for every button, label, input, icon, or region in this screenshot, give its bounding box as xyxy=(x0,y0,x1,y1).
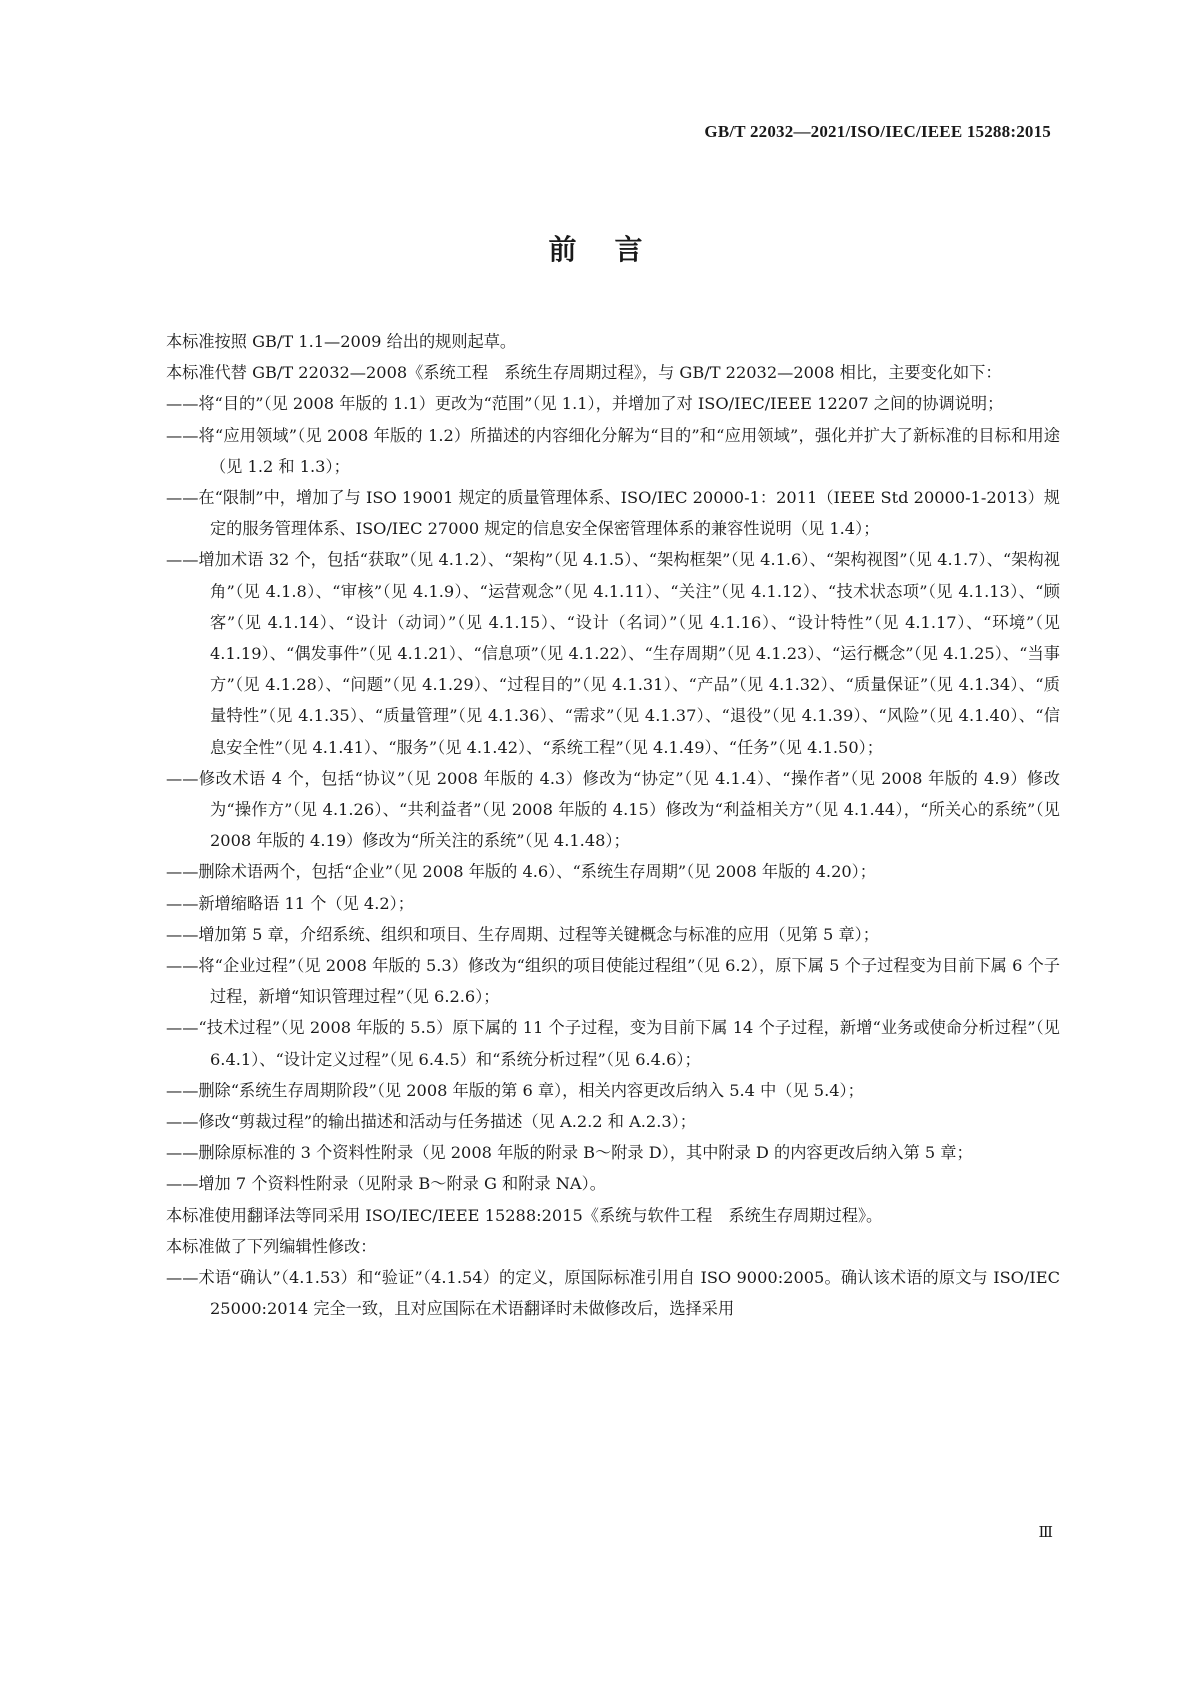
paragraph-drafting-rules: 本标准按照 GB/T 1.1—2009 给出的规则起草。 xyxy=(166,332,517,351)
paragraph-editorial: 本标准做了下列编辑性修改： xyxy=(166,1236,377,1256)
edit-item: ——术语“确认”（4.1.53）和“验证”（4.1.54）的定义，原国际标准引用自 ISO 9000:2005。确认该术语的原文与 ISO/IEC 25000:2014 完全一致，且对应国际在术语翻译时未做修改后，选择采用 xyxy=(166,1268,1060,1319)
change-item: ——删除原标准的 3 个资料性附录（见 2008 年版的附录 B～附录 D），其中附录 D 的内容更改后纳入第 5 章； xyxy=(166,1143,973,1163)
change-item: ——将“企业过程”（见 2008 年版的 5.3）修改为“组织的项目使能过程组”（见 6.2），原下属 5 个子过程变为目前下属 6 个子过程，新增“知识管理过程”（见 6.2.6）； xyxy=(166,956,1060,1007)
page-title: 前言 xyxy=(548,233,681,266)
change-item: ——增加第 5 章，介绍系统、组织和项目、生存周期、过程等关键概念与标准的应用（见第 5 章）； xyxy=(166,924,879,944)
paragraph-replacement: 本标准代替 GB/T 22032—2008《系统工程 系统生存周期过程》，与 GB/T 22032—2008 相比，主要变化如下： xyxy=(166,363,1002,383)
change-item: ——将“目的”（见 2008 年版的 1.1）更改为“范围”（见 1.1），并增加了对 ISO/IEC/IEEE 12207 之间的协调说明； xyxy=(166,394,1004,414)
page-number: Ⅲ xyxy=(1038,1525,1053,1541)
change-item: ——修改“剪裁过程”的输出描述和活动与任务描述（见 A.2.2 和 A.2.3）； xyxy=(166,1112,696,1132)
change-item: ——“技术过程”（见 2008 年版的 5.5）原下属的 11 个子过程，变为目前下属 14 个子过程，新增“业务或使命分析过程”（见 6.4.1）、“设计定义过程”（见 6.4.5）和“系统分析过程”（见 6.4.6）； xyxy=(166,1018,1060,1069)
change-item: ——修改术语 4 个，包括“协议”（见 2008 年版的 4.3）修改为“协定”（见 4.1.4）、“操作者”（见 2008 年版的 4.9）修改为“操作方”（见 4.1.26）、“共利益者”（见 2008 年版的 4.15）修改为“利益相关方”（见 4.1.44），“所关心的系统”（见 2008 年版的 4.19）修改为“所关注的系统”（见 4.1.48）； xyxy=(166,768,1060,851)
change-item: ——将“应用领域”（见 2008 年版的 1.2）所描述的内容细化分解为“目的”和“应用领域”，强化并扩大了新标准的目标和用途（见 1.2 和 1.3）； xyxy=(166,425,1060,476)
change-item: ——删除术语两个，包括“企业”（见 2008 年版的 4.6）、“系统生存周期”（见 2008 年版的 4.20）； xyxy=(166,862,876,882)
change-item: ——删除“系统生存周期阶段”（见 2008 年版的第 6 章），相关内容更改后纳入 5.4 中（见 5.4）； xyxy=(166,1080,864,1100)
change-item: ——在“限制”中，增加了与 ISO 19001 规定的质量管理体系、ISO/IEC 20000-1：2011（IEEE Std 20000-1-2013）规定的服务管理体系、ISO/IEC 27000 规定的信息安全保密管理体系的兼容性说明（见 1.4）； xyxy=(166,488,1060,539)
standard-number-header: GB/T 22032—2021/ISO/IEC/IEEE 15288:2015 xyxy=(704,122,1051,141)
paragraph-adoption: 本标准使用翻译法等同采用 ISO/IEC/IEEE 15288:2015《系统与软件工程 系统生存周期过程》。 xyxy=(166,1205,883,1225)
change-item: ——增加 7 个资料性附录（见附录 B～附录 G 和附录 NA）。 xyxy=(166,1174,606,1194)
change-item: ——新增缩略语 11 个（见 4.2）； xyxy=(166,893,414,913)
change-item: ——增加术语 32 个，包括“获取”（见 4.1.2）、“架构”（见 4.1.5）、“架构框架”（见 4.1.6）、“架构视图”（见 4.1.7）、“架构视角”（见 4.1.8）、“审核”（见 4.1.9）、“运营观念”（见 4.1.11）、“关注”（见 4.1.12）、“技术状态项”（见 4.1.13）、“顾客”（见 4.1.14）、“设计（动词）”（见 4.1.15）、“设计（名词）”（见 4.1.16）、“设计特性”（见 4.1.17）、“环境”（见 4.1.19）、“偶发事件”（见 4.1.21）、“信息项”（见 4.1.22）、“生存周期”（见 4.1.23）、“运行概念”（见 4.1.25）、“当事方”（见 4.1.28）、“问题”（见 4.1.29）、“过程目的”（见 4.1.31）、“产品”（见 4.1.32）、“质量保证”（见 4.1.34）、“质量特性”（见 4.1.35）、“质量管理”（见 4.1.36）、“需求”（见 4.1.37）、“退役”（见 4.1.39）、“风险”（见 4.1.40）、“信息安全性”（见 4.1.41）、“服务”（见 4.1.42）、“系统工程”（见 4.1.49）、“任务”（见 4.1.50）； xyxy=(166,550,1060,757)
document-body xyxy=(134,326,1060,1325)
